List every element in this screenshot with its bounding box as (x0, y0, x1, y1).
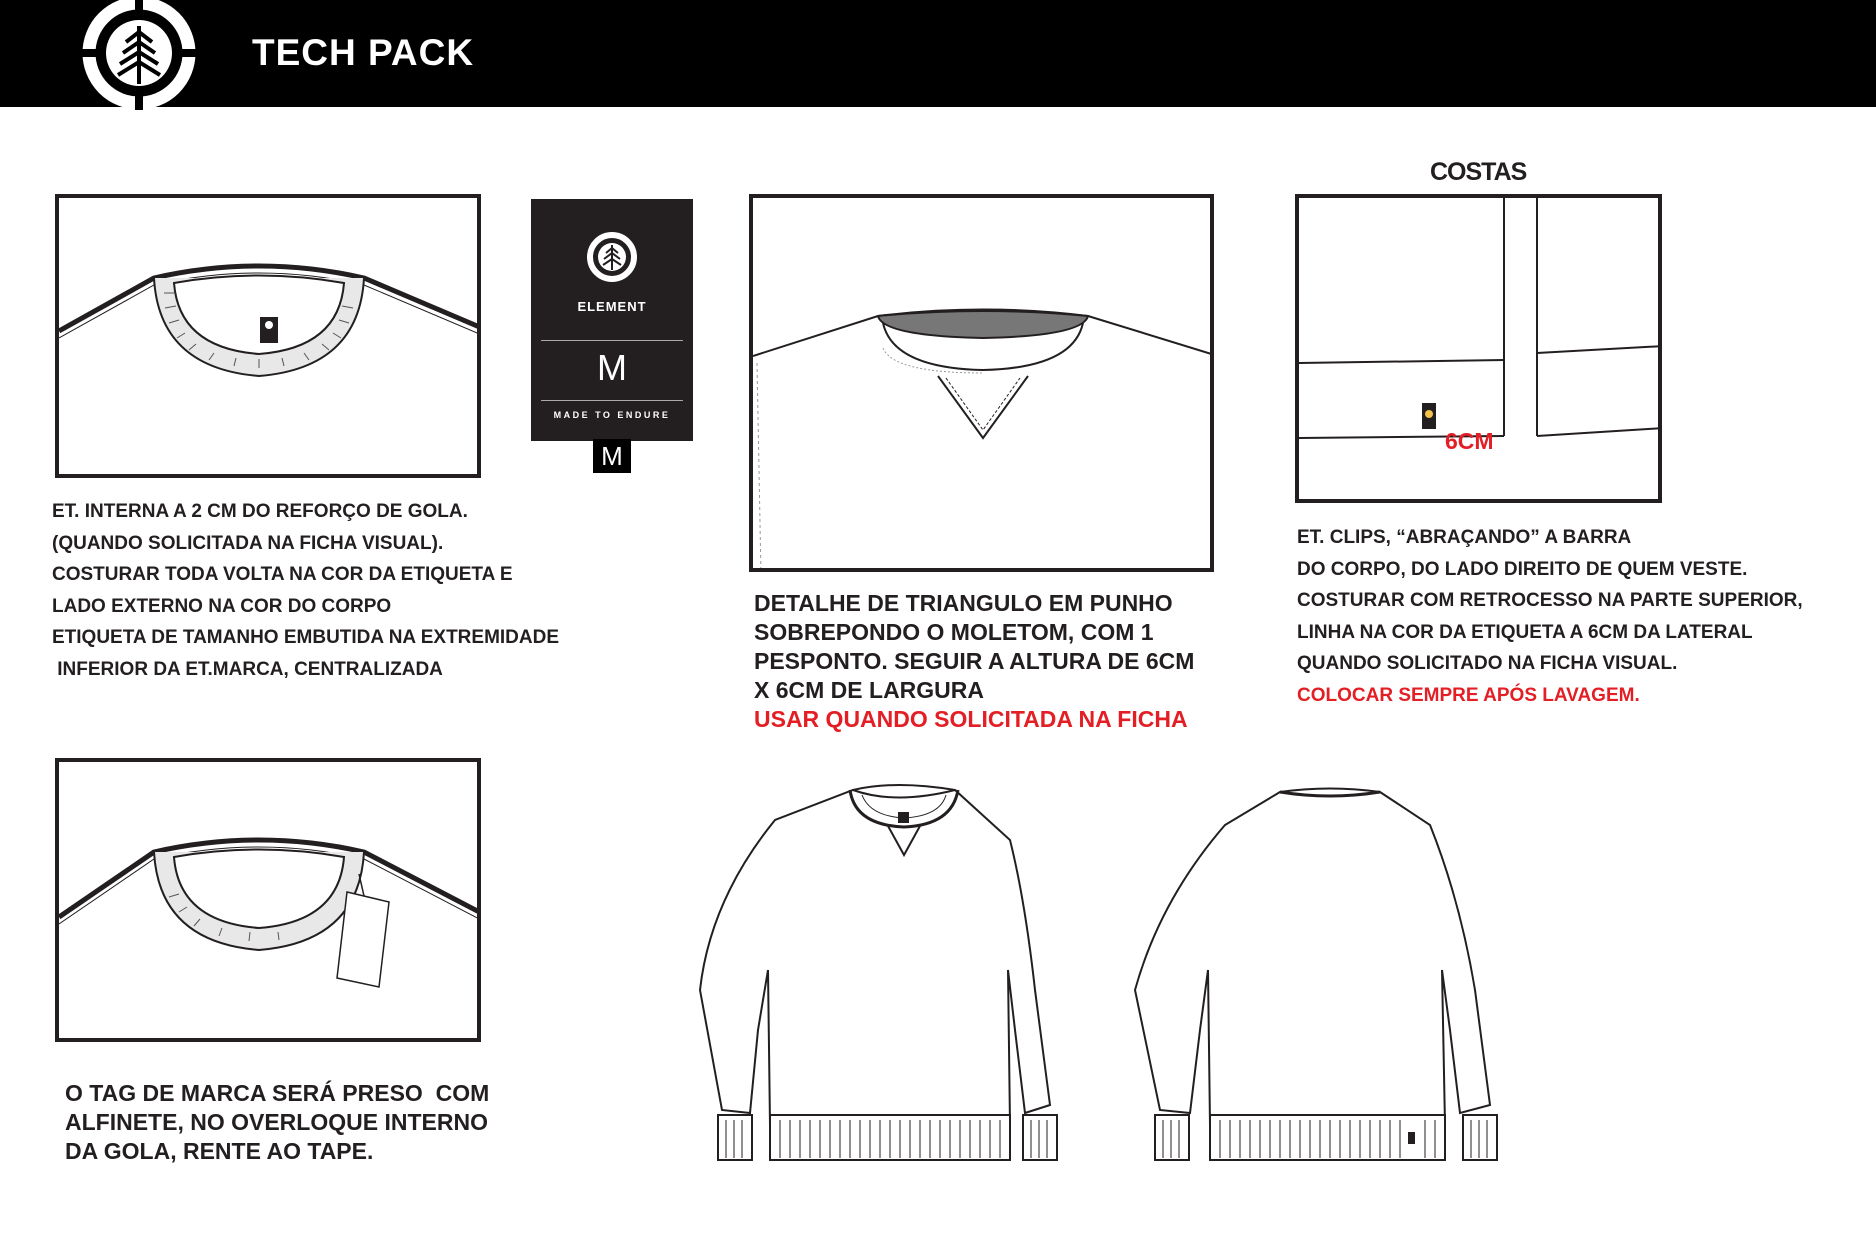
header-bar (0, 0, 1876, 107)
inner-label-note (52, 496, 559, 685)
note-line: ALFINETE, NO OVERLOQUE INTERNO (65, 1109, 488, 1135)
tag-divider (541, 340, 683, 341)
tag-motto-text: MADE TO ENDURE (553, 410, 671, 420)
size-label-tag: M (593, 439, 631, 473)
note-line: ET. CLIPS, “ABRAÇANDO” A BARRA (1297, 527, 1632, 548)
brand-tag-illustration (59, 762, 481, 1042)
brand-tag-frame (55, 758, 481, 1042)
note-line: ET. INTERNA A 2 CM DO REFORÇO DE GOLA. (52, 501, 468, 522)
note-line: X 6CM DE LARGURA (754, 677, 985, 703)
page-title: TECH PACK (252, 32, 475, 73)
note-line-red: COLOCAR SEMPRE APÓS LAVAGEM. (1297, 684, 1640, 706)
woven-brand-tag (531, 199, 693, 441)
note-line: COSTURAR TODA VOLTA NA COR DA ETIQUETA E (52, 564, 513, 585)
note-line: PESPONTO. SEGUIR A ALTURA DE 6CM (754, 648, 1195, 674)
neck-label-frame (55, 194, 481, 478)
note-line: O TAG DE MARCA SERÁ PRESO COM (65, 1080, 490, 1106)
costas-hem-illustration (1299, 198, 1662, 503)
neck-label-illustration (59, 198, 481, 478)
tag-divider (541, 400, 683, 401)
triangle-note (754, 589, 1194, 734)
note-line: LADO EXTERNO NA COR DO CORPO (52, 595, 392, 617)
brand-tag-note (65, 1079, 489, 1166)
measure-6cm-label: 6CM (1445, 428, 1494, 454)
note-line: DO CORPO, DO LADO DIREITO DE QUEM VESTE. (1297, 558, 1748, 580)
tag-size-text: M (597, 347, 627, 388)
sweatshirt-flats (690, 780, 1530, 1180)
note-line: (QUANDO SOLICITADA NA FICHA VISUAL). (52, 532, 444, 554)
costas-heading: COSTAS (1430, 158, 1527, 186)
element-tag-logo-icon (584, 229, 640, 285)
note-line: COSTURAR COM RETROCESSO NA PARTE SUPERIOR, (1297, 590, 1803, 611)
sweatshirt-front (700, 785, 1057, 1160)
note-line: INFERIOR DA ET.MARCA, CENTRALIZADA (52, 658, 443, 680)
tag-brand-text: ELEMENT (577, 299, 647, 314)
note-line: DA GOLA, RENTE AO TAPE. (65, 1138, 374, 1164)
note-line-red: USAR QUANDO SOLICITADA NA FICHA (754, 706, 1188, 732)
note-line: ETIQUETA DE TAMANHO EMBUTIDA NA EXTREMIDADE (52, 627, 560, 648)
sweatshirt-back (1135, 789, 1497, 1161)
note-line: QUANDO SOLICITADO NA FICHA VISUAL. (1297, 653, 1678, 674)
note-line: DETALHE DE TRIANGULO EM PUNHO (754, 590, 1173, 616)
costas-frame (1295, 194, 1662, 503)
element-tree-logo-icon (74, 0, 204, 110)
note-line: LINHA NA COR DA ETIQUETA A 6CM DA LATERAL (1297, 621, 1753, 643)
triangle-detail-frame (749, 194, 1214, 572)
note-line: SOBREPONDO O MOLETOM, COM 1 (754, 619, 1154, 645)
clips-note (1297, 522, 1803, 711)
triangle-detail-illustration (753, 198, 1214, 572)
